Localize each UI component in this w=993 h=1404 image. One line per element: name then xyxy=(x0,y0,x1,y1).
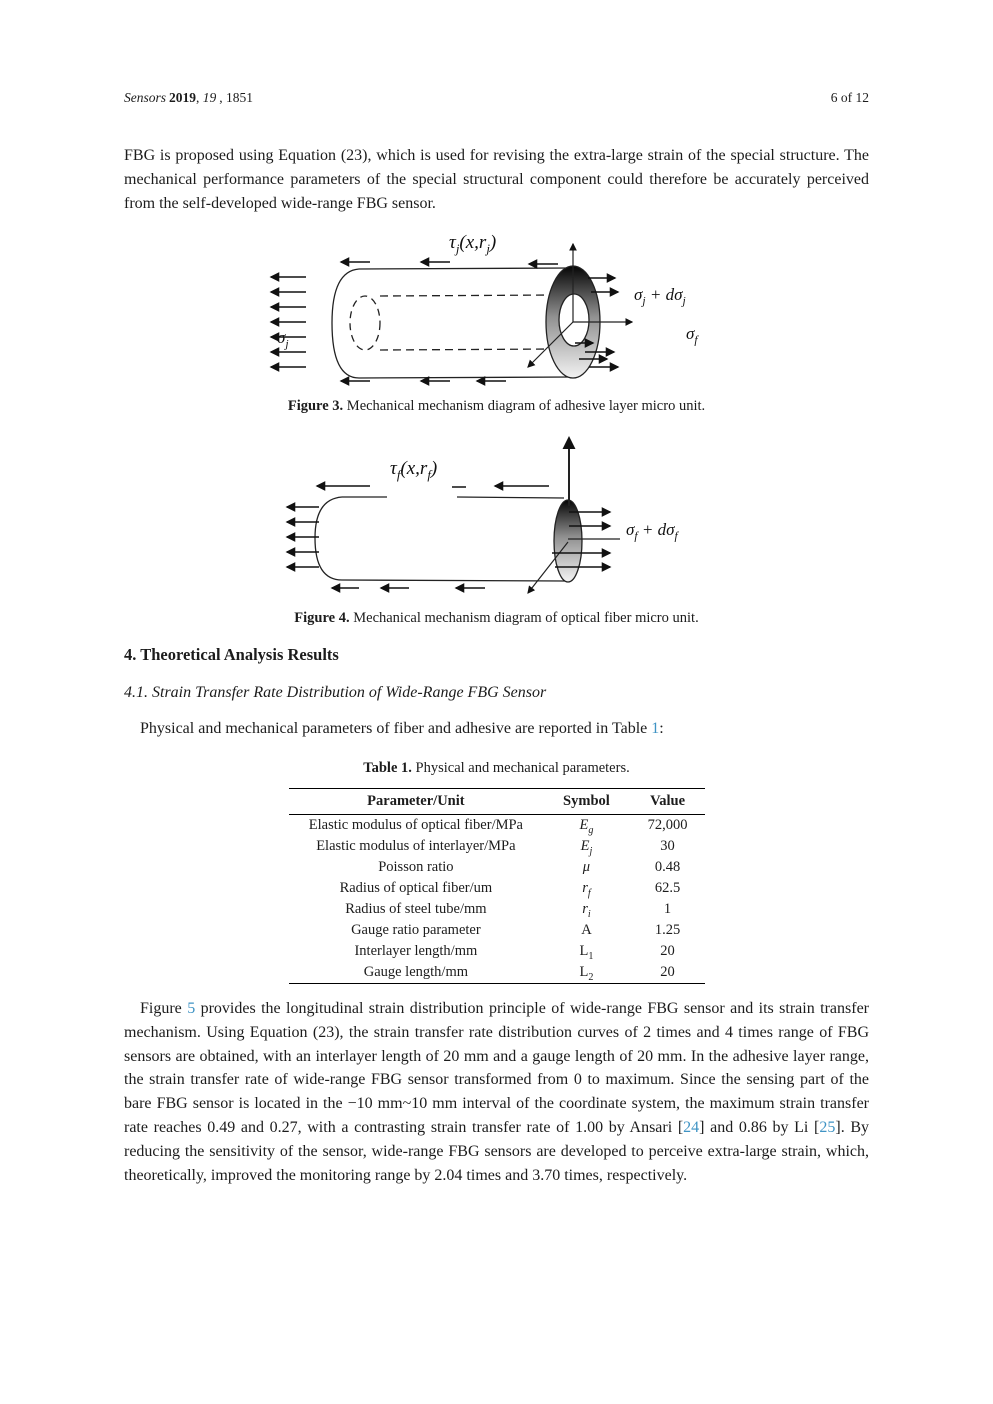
header-parameter: Parameter/Unit xyxy=(289,789,543,815)
symbol-cell: A xyxy=(581,922,592,938)
shear-stress-arrows xyxy=(341,262,558,381)
figure3-caption-text: Mechanical mechanism diagram of adhesive layer micro unit. xyxy=(343,398,706,414)
table-row xyxy=(289,962,705,984)
table-row xyxy=(289,878,705,899)
table1 xyxy=(289,788,705,984)
reference-25-link[interactable]: 25 xyxy=(819,1118,836,1136)
param-cell: Gauge ratio parameter xyxy=(351,922,481,938)
figure3-caption-label: Figure 3. xyxy=(287,398,344,414)
text-segment: ] and 0.86 by Li [ xyxy=(699,1118,820,1136)
paragraph-table-intro xyxy=(124,717,869,741)
running-head xyxy=(124,90,869,106)
table-header-row xyxy=(289,789,705,815)
table1-caption-text: Physical and mechanical parameters. xyxy=(411,760,630,776)
text-segment: : xyxy=(659,720,664,737)
param-cell: Elastic modulus of optical fiber/MPa xyxy=(308,817,523,833)
text-segment: ]. By reducing the sensitivity of the sensor, wide-range FBG sensors are developed to perceive extra-large strain, which, theoretically, improved the monitoring range by 2.04 times and 3.70 times, respectively. xyxy=(124,1118,870,1184)
label-tau-j: $\tau_j(x,r_j)$ xyxy=(449,232,497,256)
figure5-link[interactable]: 5 xyxy=(187,1000,196,1017)
reference-24-link[interactable]: 24 xyxy=(683,1118,700,1136)
figure4-caption-text: Mechanical mechanism diagram of optical fiber micro unit. xyxy=(349,610,699,626)
subsection-heading-4-1: 4.1. Strain Transfer Rate Distribution of Wide-Range FBG Sensor xyxy=(124,684,547,701)
axial-stress-arrows-left xyxy=(287,507,319,567)
value-cell: 20 xyxy=(660,943,675,959)
journal-name: Sensors xyxy=(124,90,167,105)
figure4-caption-label: Figure 4. xyxy=(294,610,350,626)
cylinder-outline xyxy=(315,497,565,581)
annulus-hole xyxy=(559,294,589,346)
figure4-diagram xyxy=(262,428,732,606)
figure4-image xyxy=(262,428,732,606)
separator: , xyxy=(219,90,227,105)
table-row xyxy=(289,836,705,857)
table-row xyxy=(289,920,705,941)
symbol-cell: μ xyxy=(582,859,591,875)
param-cell: Interlayer length/mm xyxy=(354,943,478,959)
cylinder-outline xyxy=(332,268,573,378)
table1-caption xyxy=(124,760,869,777)
figure4-caption xyxy=(124,610,869,627)
figure3-diagram xyxy=(262,228,732,396)
figure3-image xyxy=(262,228,732,396)
param-cell: Radius of steel tube/mm xyxy=(345,901,487,917)
table-row xyxy=(289,857,705,878)
value-cell: 1 xyxy=(663,901,672,917)
symbol-cell: $E_j$ xyxy=(580,838,593,857)
section-heading-4: 4. Theoretical Analysis Results xyxy=(124,645,339,664)
journal-citation xyxy=(124,90,253,106)
text-segment: Figure xyxy=(140,1000,188,1017)
paragraph-intro: FBG is proposed using Equation (23), which is used for revising the extra-large strain of the special structure. The mechanical performance parameters of the special structural component could therefore be accurately perceived from the self-developed wide-range FBG sensor. xyxy=(124,147,869,212)
value-cell: 1.25 xyxy=(654,922,681,938)
article-number: 1851 xyxy=(226,90,254,105)
value-cell: 72,000 xyxy=(647,817,688,833)
symbol-cell: $r_i$ xyxy=(582,901,591,920)
header-value: Value xyxy=(630,789,705,815)
symbol-cell: $E_g$ xyxy=(579,817,594,836)
journal-volume: 19 xyxy=(202,90,217,105)
table1-link[interactable]: 1 xyxy=(651,720,660,737)
label-sigma-f: $\sigma_f$ xyxy=(686,324,698,347)
value-cell: 20 xyxy=(660,964,675,980)
label-sigma-j-plus-dsigma-j: $\sigma_j + d\sigma_j$ xyxy=(634,285,686,308)
separator: , xyxy=(196,90,203,105)
table-row xyxy=(289,815,705,837)
param-cell: Elastic modulus of interlayer/MPa xyxy=(316,838,516,854)
text-segment: Physical and mechanical parameters of fiber and adhesive are reported in Table xyxy=(140,720,652,737)
label-sigma-f-plus-dsigma-f: $\sigma_f + d\sigma_f$ xyxy=(626,520,678,543)
symbol-cell: $L_2$ xyxy=(579,964,594,983)
label-tau-f: $\tau_f(x,r_f)$ xyxy=(390,458,438,482)
text-segment: provides the longitudinal strain distribution principle of wide-range FBG sensor and its strain transfer mechanism. Using Equation (23), the strain transfer rate distribution curves of 2 times and 4 times range of FBG sensors are obtained, with an interlayer length of 20 mm and a gauge length of 20 mm. In the adhesive layer range, the strain transfer rate of wide-range FBG sensor transformed from 0 to maximum. Since the sensing part of the bare FBG sensor is located in the −10 mm~10 mm interval of the coordinate system, the maximum strain transfer rate reaches 0.49 and 0.27, with a contrasting strain transfer rate of 1.00 by Ansari [ xyxy=(124,1000,869,1136)
table-row xyxy=(289,899,705,920)
journal-year: 2019 xyxy=(169,90,197,105)
shear-stress-arrows xyxy=(317,486,549,588)
axial-stress-arrows-left xyxy=(271,277,306,367)
figure3-caption xyxy=(124,398,869,415)
table1-caption-label: Table 1. xyxy=(363,760,412,776)
header-symbol: Symbol xyxy=(543,789,630,815)
value-cell: 62.5 xyxy=(654,880,681,896)
value-cell: 30 xyxy=(660,838,675,854)
symbol-cell: $r_f$ xyxy=(582,880,591,899)
value-cell: 0.48 xyxy=(654,859,681,875)
inner-fiber-dashed-ellipse xyxy=(350,296,380,350)
paragraph-results xyxy=(124,997,869,1187)
param-cell: Radius of optical fiber/um xyxy=(339,880,493,896)
page-number: 6 of 12 xyxy=(830,90,869,105)
table-row xyxy=(289,941,705,962)
param-cell: Poisson ratio xyxy=(378,859,454,875)
label-sigma-j: $\sigma_j$ xyxy=(277,328,289,351)
param-cell: Gauge length/mm xyxy=(363,964,469,980)
symbol-cell: $L_1$ xyxy=(579,943,594,962)
